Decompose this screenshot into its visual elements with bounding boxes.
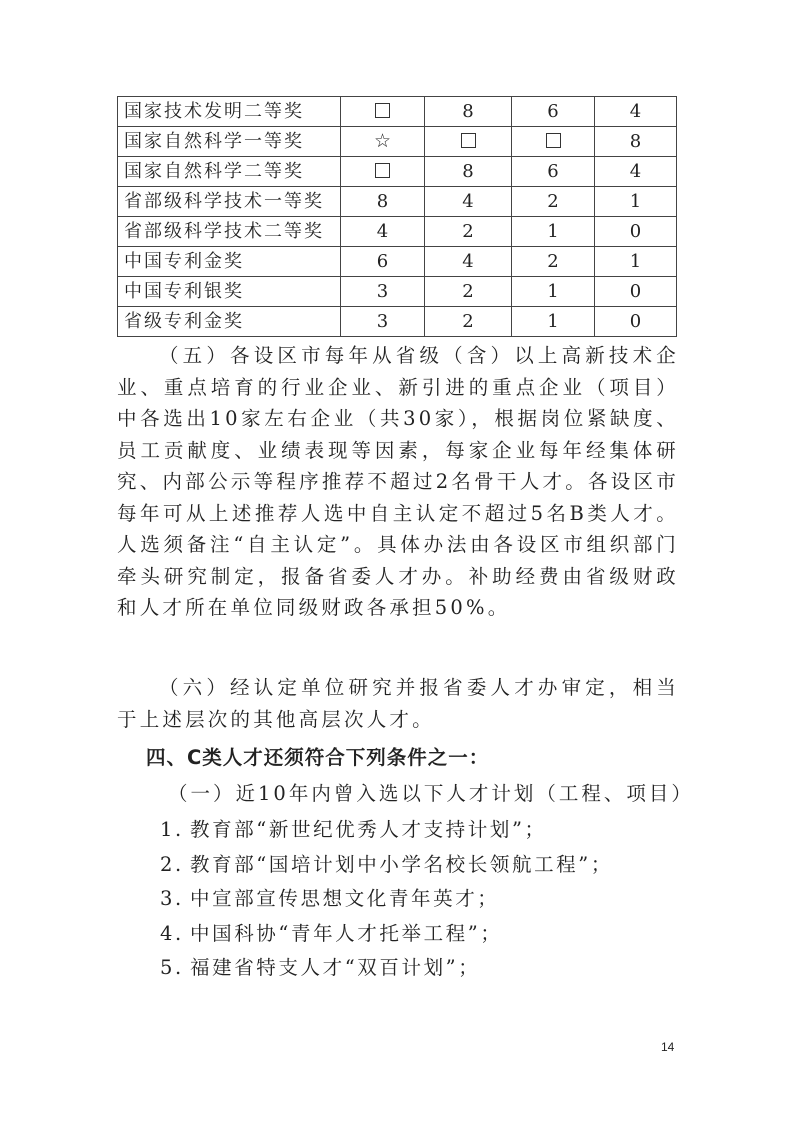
value-cell: 4 — [425, 187, 512, 217]
table-row — [118, 97, 677, 127]
box-symbol-icon — [375, 103, 390, 118]
list-item — [160, 917, 613, 952]
list-item-text: 教育部“新世纪优秀人才支持计划”； — [190, 818, 547, 841]
table-row — [118, 217, 677, 247]
list-item-text: 中国科协“青年人才托举工程”； — [190, 921, 503, 945]
list-item-text: 福建省特支人才“双百计划”； — [190, 956, 481, 979]
award-points-table — [117, 96, 677, 337]
list-item-number: 1. — [160, 818, 184, 841]
value-cell: 6 — [512, 157, 595, 187]
list-item — [160, 813, 613, 848]
page-number: 14 — [661, 1040, 675, 1054]
table-row — [118, 157, 677, 187]
talent-program-list — [160, 813, 613, 986]
section-heading-c-talent: 四、C类人才还须符合下列条件之一： — [146, 746, 490, 769]
value-cell: 2 — [512, 187, 595, 217]
box-symbol-icon — [461, 133, 476, 148]
value-cell: 3 — [341, 307, 425, 337]
value-cell: 2 — [425, 217, 512, 247]
award-name-cell: 省级专利金奖 — [118, 307, 341, 337]
award-name-cell: 国家技术发明二等奖 — [118, 97, 341, 127]
value-cell: 2 — [512, 247, 595, 277]
list-item-number: 4. — [160, 921, 184, 945]
box-symbol-icon — [546, 133, 561, 148]
value-cell: 8 — [341, 187, 425, 217]
star-symbol-cell — [341, 127, 425, 157]
box-symbol-cell — [341, 97, 425, 127]
box-symbol-icon — [375, 163, 390, 178]
value-cell: 1 — [512, 277, 595, 307]
award-name-cell: 省部级科学技术二等奖 — [118, 217, 341, 247]
value-cell: 0 — [595, 307, 677, 337]
value-cell: 1 — [512, 307, 595, 337]
subsection-heading-1: （一）近10年内曾入选以下人才计划（工程、项目） — [168, 782, 694, 805]
paragraph-item-5: （五）各设区市每年从省级（含）以上高新技术企业、重点培育的行业企业、新引进的重点企业（项目）中各选出10家左右企业（共30家），根据岗位紧缺度、员工贡献度、业绩表现等因素，每家企业每年经集体研究、内部公示等程序推荐不超过2名骨干人才。各设区市每年可从上述推荐人选中自主认定不超过5名B类人才。人选须备注“自主认定”。具体办法由各设区市组织部门牵头研究制定，报备省委人才办。补助经费由省级财政和人才所在单位同级财政各承担50%。 — [117, 344, 679, 619]
value-cell: 8 — [425, 97, 512, 127]
list-item-number: 2. — [160, 852, 184, 876]
value-cell: 0 — [595, 277, 677, 307]
list-item-number: 3. — [160, 887, 184, 910]
value-cell: 8 — [425, 157, 512, 187]
value-cell: 3 — [341, 277, 425, 307]
value-cell: 4 — [595, 97, 677, 127]
value-cell: 1 — [512, 217, 595, 247]
list-item-text: 中宣部宣传思想文化青年英才； — [190, 887, 500, 910]
table-row — [118, 187, 677, 217]
value-cell: 4 — [595, 157, 677, 187]
list-item — [160, 848, 613, 883]
award-name-cell: 中国专利金奖 — [118, 247, 341, 277]
award-name-cell: 中国专利银奖 — [118, 277, 341, 307]
value-cell: 1 — [595, 187, 677, 217]
value-cell: 1 — [595, 247, 677, 277]
list-item-number: 5. — [160, 956, 184, 979]
table-row — [118, 247, 677, 277]
value-cell: 2 — [425, 307, 512, 337]
list-item — [160, 882, 613, 917]
award-name-cell: 国家自然科学一等奖 — [118, 127, 341, 157]
paragraph-item-6: （六）经认定单位研究并报省委人才办审定，相当于上述层次的其他高层次人才。 — [117, 676, 679, 731]
value-cell: 2 — [425, 277, 512, 307]
value-cell: 8 — [595, 127, 677, 157]
value-cell: 4 — [341, 217, 425, 247]
table-row — [118, 127, 677, 157]
star-icon: ☆ — [373, 130, 392, 152]
value-cell: 4 — [425, 247, 512, 277]
list-item-text: 教育部“国培计划中小学名校长领航工程”； — [190, 852, 613, 876]
award-name-cell: 省部级科学技术一等奖 — [118, 187, 341, 217]
table-row — [118, 307, 677, 337]
box-symbol-cell — [425, 127, 512, 157]
value-cell: 6 — [512, 97, 595, 127]
value-cell: 6 — [341, 247, 425, 277]
award-name-cell: 国家自然科学二等奖 — [118, 157, 341, 187]
value-cell: 0 — [595, 217, 677, 247]
list-item — [160, 951, 613, 986]
box-symbol-cell — [341, 157, 425, 187]
box-symbol-cell — [512, 127, 595, 157]
table-row — [118, 277, 677, 307]
